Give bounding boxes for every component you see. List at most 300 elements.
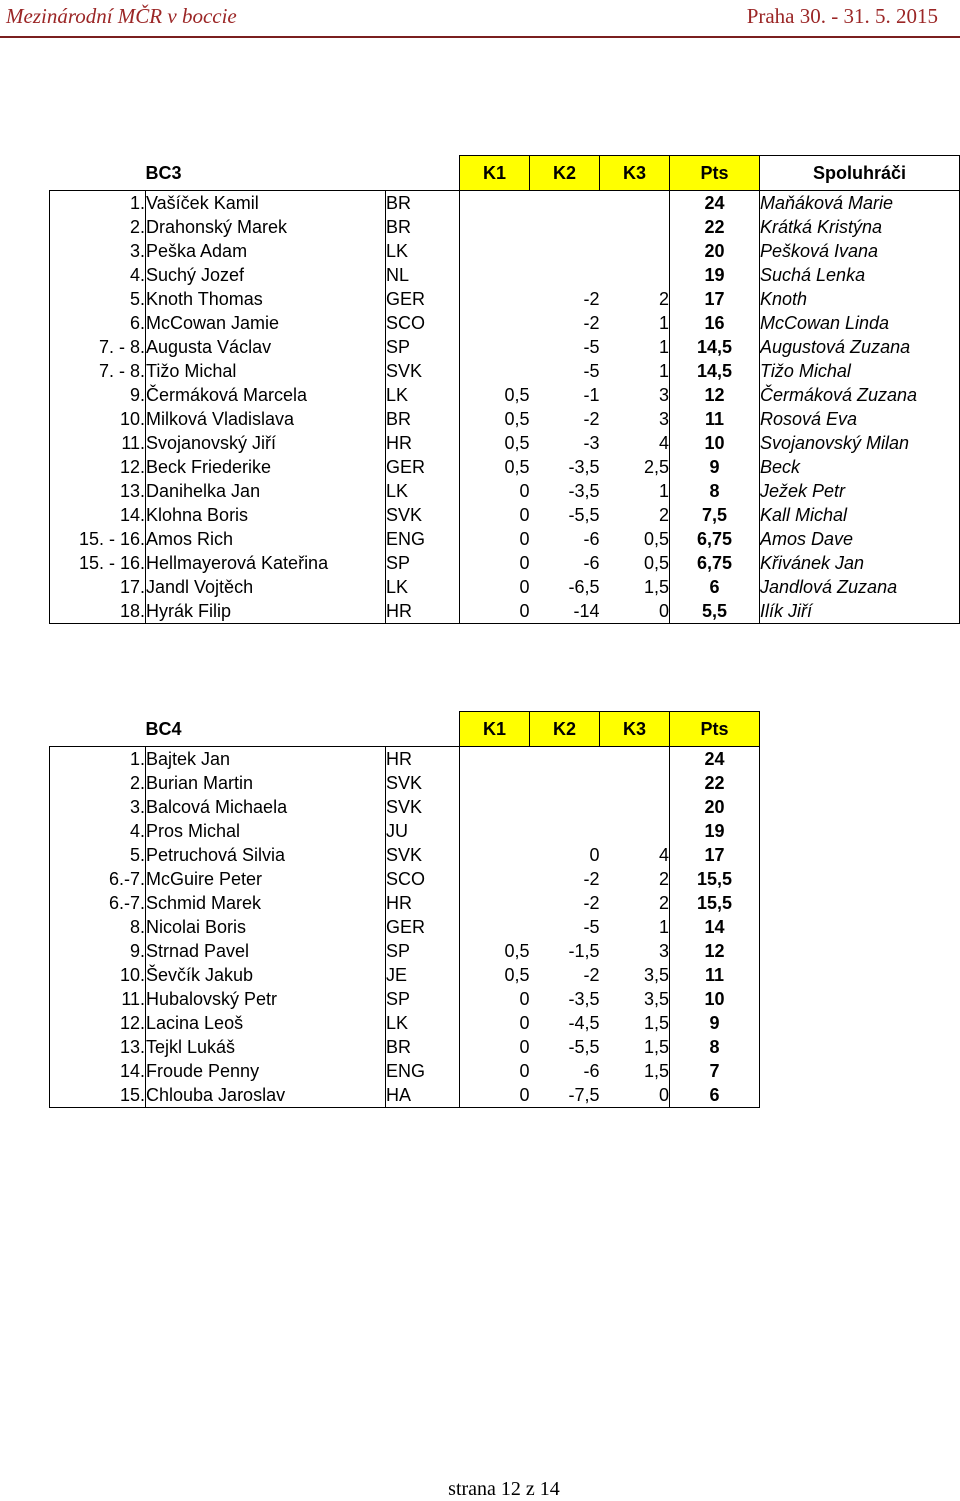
cell-k3: 3,5 [600,987,670,1011]
cell-k1 [460,819,530,843]
cell-rank: 18. [50,599,146,624]
cell-nat: SCO [386,311,460,335]
cell-pts: 15,5 [670,891,760,915]
cell-partner: Ježek Petr [760,479,960,503]
cell-name: Schmid Marek [146,891,386,915]
cell-rank: 4. [50,819,146,843]
cell-pts: 19 [670,819,760,843]
cell-pts: 11 [670,963,760,987]
cell-partner: Augustová Zuzana [760,335,960,359]
table-row [50,359,960,383]
cell-rank: 3. [50,795,146,819]
cell-k1: 0 [460,575,530,599]
cell-k1: 0 [460,987,530,1011]
cell-name: Petruchová Silvia [146,843,386,867]
cell-pts: 14,5 [670,359,760,383]
cell-nat: HA [386,1083,460,1108]
cell-k3 [600,747,670,772]
cell-nat: LK [386,383,460,407]
cell-name: Hubalovský Petr [146,987,386,1011]
cell-partner: Knoth [760,287,960,311]
cell-k3: 0,5 [600,527,670,551]
cell-k2: -1 [583,385,600,405]
bc3-rows [50,191,960,624]
cell-k2: -2 [583,869,600,889]
bc4-results-table [49,711,760,1108]
cell-k2: -6 [583,1061,600,1081]
cell-k2 [530,215,600,239]
cell-k2 [530,747,600,772]
cell-nat: ENG [386,1059,460,1083]
cell-pts: 5,5 [670,599,760,624]
cell-k1: 0,5 [460,963,530,987]
table-row [50,407,960,431]
cell-nat: HR [386,431,460,455]
cell-rank: 6.-7. [50,867,146,891]
cell-pts: 7,5 [670,503,760,527]
event-title: Mezinárodní MČR v boccie [6,4,237,28]
cell-k3 [600,795,670,819]
cell-pts: 6 [670,1083,760,1108]
cell-k2 [530,263,600,287]
cell-pts: 9 [670,455,760,479]
cell-nat: GER [386,455,460,479]
cell-rank: 11. [50,431,146,455]
cell-partner: Pešková Ivana [760,239,960,263]
cell-k3: 2 [600,503,670,527]
bc3-col-k1: K1 [460,156,530,191]
table-row [50,747,760,772]
cell-nat: SP [386,335,460,359]
cell-name: Suchý Jozef [146,263,386,287]
cell-k3: 1 [600,915,670,939]
cell-k3: 0,5 [600,551,670,575]
table-row [50,1059,760,1083]
cell-name: Vašíček Kamil [146,191,386,216]
bc4-header-row [50,712,760,747]
cell-pts: 20 [670,239,760,263]
cell-name: Amos Rich [146,527,386,551]
cell-k1 [460,335,530,359]
table-row [50,479,960,503]
cell-k2: -1,5 [568,941,600,961]
cell-k1: 0 [460,527,530,551]
cell-nat: SVK [386,795,460,819]
cell-pts: 10 [670,987,760,1011]
cell-pts: 17 [670,843,760,867]
cell-nat: SP [386,987,460,1011]
bc3-col-k2: K2 [530,156,600,191]
cell-rank: 3. [50,239,146,263]
cell-partner: Suchá Lenka [760,263,960,287]
page-header [0,0,960,36]
cell-name: Čermáková Marcela [146,383,386,407]
cell-k2: -2 [583,893,600,913]
cell-k2: -2 [583,313,600,333]
cell-nat: JE [386,963,460,987]
cell-k3: 0 [600,1083,670,1108]
cell-k2: -5,5 [568,505,600,525]
cell-name: Peška Adam [146,239,386,263]
table-row [50,575,960,599]
cell-rank: 12. [50,455,146,479]
cell-rank: 1. [50,191,146,216]
table-row [50,431,960,455]
cell-name: Ševčík Jakub [146,963,386,987]
cell-k3: 1 [600,311,670,335]
cell-k2: -5 [583,917,600,937]
cell-rank: 11. [50,987,146,1011]
cell-k1 [460,891,530,915]
cell-rank: 2. [50,215,146,239]
cell-rank: 2. [50,771,146,795]
cell-rank: 1. [50,747,146,772]
cell-rank: 10. [50,963,146,987]
cell-k3: 1,5 [600,1011,670,1035]
cell-rank: 7. - 8. [50,359,146,383]
cell-k2: -3,5 [568,481,600,501]
cell-pts: 11 [670,407,760,431]
cell-pts: 16 [670,311,760,335]
cell-partner: Kall Michal [760,503,960,527]
header-rule [0,36,960,38]
cell-k1 [460,359,530,383]
cell-name: Chlouba Jaroslav [146,1083,386,1108]
cell-k1: 0 [460,1035,530,1059]
cell-k1: 0,5 [460,383,530,407]
cell-k1: 0 [460,1083,530,1108]
cell-k1 [460,747,530,772]
table-row [50,819,760,843]
cell-pts: 15,5 [670,867,760,891]
bc3-class-title: BC3 [145,162,182,183]
cell-rank: 15. - 16. [50,527,146,551]
cell-rank: 7. - 8. [50,335,146,359]
cell-k2: -14 [530,599,600,624]
bc3-header-blank [386,156,460,191]
cell-pts: 12 [670,383,760,407]
cell-k2: -3,5 [568,457,600,477]
cell-nat: LK [386,575,460,599]
cell-k3: 2 [600,287,670,311]
cell-k2 [530,771,600,795]
cell-nat: LK [386,239,460,263]
cell-nat: BR [386,1035,460,1059]
cell-name: McCowan Jamie [146,311,386,335]
cell-pts: 24 [670,747,760,772]
cell-nat: SCO [386,867,460,891]
cell-k3: 2,5 [600,455,670,479]
cell-k1: 0,5 [460,939,530,963]
cell-pts: 14 [670,915,760,939]
page-number: strana 12 z 14 [448,1478,560,1500]
bc3-col-pts: Pts [670,156,760,191]
bc4-header-blank [386,712,460,747]
cell-name: Bajtek Jan [146,747,386,772]
cell-k1: 0 [460,479,530,503]
cell-k3: 3 [600,383,670,407]
cell-pts: 24 [670,191,760,216]
table-row [50,1035,760,1059]
bc4-class-title: BC4 [145,718,182,739]
cell-k3: 3 [600,407,670,431]
cell-partner: Tižo Michal [760,359,960,383]
cell-name: McGuire Peter [146,867,386,891]
cell-nat: SVK [386,359,460,383]
cell-pts: 6,75 [670,527,760,551]
bc3-results-table [49,155,960,624]
table-row [50,915,760,939]
cell-name: Augusta Václav [146,335,386,359]
cell-k3 [600,819,670,843]
cell-rank: 6.-7. [50,891,146,915]
cell-k3: 1,5 [600,575,670,599]
cell-name: Lacina Leoš [146,1011,386,1035]
cell-name: Strnad Pavel [146,939,386,963]
cell-rank: 17. [50,575,146,599]
bc4-header-blank [50,712,146,747]
cell-k3: 1,5 [600,1035,670,1059]
bc4-col-k3: K3 [600,712,670,747]
cell-partner: Beck [760,455,960,479]
cell-k2: -7,5 [530,1083,600,1108]
cell-name: Knoth Thomas [146,287,386,311]
event-place-date: Praha 30. - 31. 5. 2015 [746,4,938,28]
cell-name: Danihelka Jan [146,479,386,503]
cell-k3: 1 [600,359,670,383]
table-row [50,503,960,527]
cell-nat: JU [386,819,460,843]
cell-name: Hyrák Filip [146,599,386,624]
bc4-col-k2: K2 [530,712,600,747]
cell-k3 [600,771,670,795]
cell-nat: LK [386,1011,460,1035]
cell-name: Klohna Boris [146,503,386,527]
cell-name: Nicolai Boris [146,915,386,939]
cell-pts: 22 [670,771,760,795]
cell-rank: 6. [50,311,146,335]
table-row [50,527,960,551]
cell-k2: -2 [583,409,600,429]
cell-nat: BR [386,191,460,216]
cell-k2 [530,239,600,263]
cell-pts: 9 [670,1011,760,1035]
table-row [50,891,760,915]
cell-k2 [530,191,600,216]
cell-k2: -3,5 [568,989,600,1009]
cell-nat: NL [386,263,460,287]
cell-name: Jandl Vojtěch [146,575,386,599]
cell-rank: 8. [50,915,146,939]
table-row [50,963,760,987]
cell-k2: -6,5 [568,577,600,597]
cell-k3: 3,5 [600,963,670,987]
cell-pts: 19 [670,263,760,287]
cell-k1: 0 [460,503,530,527]
cell-k3 [600,239,670,263]
cell-name: Milková Vladislava [146,407,386,431]
table-row [50,1011,760,1035]
cell-name: Pros Michal [146,819,386,843]
cell-k3: 2 [600,867,670,891]
cell-k1 [460,795,530,819]
cell-k1: 0 [460,599,530,624]
cell-k1 [460,215,530,239]
cell-pts: 6 [670,575,760,599]
table-row [50,191,960,216]
cell-partner: Svojanovský Milan [760,431,960,455]
cell-name: Balcová Michaela [146,795,386,819]
cell-rank: 15. - 16. [50,551,146,575]
cell-nat: BR [386,407,460,431]
cell-pts: 6,75 [670,551,760,575]
bc4-rows [50,747,760,1108]
cell-k1: 0 [460,1011,530,1035]
cell-partner: Krátká Kristýna [760,215,960,239]
cell-nat: HR [386,891,460,915]
cell-rank: 12. [50,1011,146,1035]
table-row [50,551,960,575]
cell-k2 [530,819,600,843]
cell-nat: HR [386,747,460,772]
cell-pts: 12 [670,939,760,963]
cell-pts: 14,5 [670,335,760,359]
cell-k3: 4 [600,843,670,867]
cell-name: Hellmayerová Kateřina [146,551,386,575]
table-row [50,843,760,867]
cell-partner: Křivánek Jan [760,551,960,575]
table-row [50,287,960,311]
table-row [50,383,960,407]
cell-partner: Rosová Eva [760,407,960,431]
cell-name: Tižo Michal [146,359,386,383]
table-row [50,1083,760,1108]
cell-rank: 4. [50,263,146,287]
cell-nat: LK [386,479,460,503]
cell-partner: Maňáková Marie [760,191,960,216]
cell-pts: 17 [670,287,760,311]
cell-k2: -5,5 [568,1037,600,1057]
cell-k1: 0 [460,551,530,575]
cell-rank: 13. [50,479,146,503]
cell-rank: 5. [50,287,146,311]
cell-nat: SP [386,939,460,963]
cell-rank: 14. [50,503,146,527]
cell-k2: 0 [589,845,600,865]
cell-k1 [460,191,530,216]
cell-name: Svojanovský Jiří [146,431,386,455]
cell-k1 [460,311,530,335]
cell-nat: SP [386,551,460,575]
table-row [50,599,960,624]
cell-k2: -6 [583,553,600,573]
table-row [50,771,760,795]
cell-k2: -5 [583,361,600,381]
cell-k1: 0,5 [460,455,530,479]
bc4-col-k1: K1 [460,712,530,747]
table-row [50,939,760,963]
cell-k2 [530,795,600,819]
cell-pts: 10 [670,431,760,455]
cell-rank: 5. [50,843,146,867]
bc3-header-blank [50,156,146,191]
bc4-col-pts: Pts [670,712,760,747]
cell-partner: Ilík Jiří [760,599,960,624]
cell-k1: 0,5 [460,431,530,455]
bc3-col-partner: Spoluhráči [760,156,960,191]
table-row [50,263,960,287]
bc3-header-row [50,156,960,191]
cell-pts: 22 [670,215,760,239]
cell-k1 [460,287,530,311]
cell-pts: 20 [670,795,760,819]
cell-k2: -3 [583,433,600,453]
cell-partner: Jandlová Zuzana [760,575,960,599]
cell-rank: 10. [50,407,146,431]
cell-pts: 8 [670,1035,760,1059]
cell-rank: 9. [50,939,146,963]
cell-k3: 1 [600,335,670,359]
cell-nat: SVK [386,503,460,527]
cell-name: Tejkl Lukáš [146,1035,386,1059]
cell-k3 [600,215,670,239]
cell-nat: ENG [386,527,460,551]
cell-k2: -2 [583,289,600,309]
cell-rank: 15. [50,1083,146,1108]
cell-k3: 0 [600,599,670,624]
cell-k1 [460,771,530,795]
cell-k3 [600,191,670,216]
table-row [50,795,760,819]
table-row [50,867,760,891]
cell-name: Burian Martin [146,771,386,795]
table-row [50,335,960,359]
cell-name: Froude Penny [146,1059,386,1083]
cell-name: Drahonský Marek [146,215,386,239]
cell-k3: 4 [600,431,670,455]
cell-partner: McCowan Linda [760,311,960,335]
cell-k3: 1 [600,479,670,503]
cell-nat: GER [386,915,460,939]
cell-partner: Čermáková Zuzana [760,383,960,407]
cell-k3: 1,5 [600,1059,670,1083]
cell-k1: 0,5 [460,407,530,431]
cell-nat: HR [386,599,460,624]
cell-k1: 0 [460,1059,530,1083]
cell-rank: 9. [50,383,146,407]
table-row [50,215,960,239]
cell-k3 [600,263,670,287]
cell-partner: Amos Dave [760,527,960,551]
table-row [50,311,960,335]
cell-name: Beck Friederike [146,455,386,479]
cell-rank: 14. [50,1059,146,1083]
cell-k3: 3 [600,939,670,963]
cell-nat: GER [386,287,460,311]
cell-nat: BR [386,215,460,239]
cell-k1 [460,263,530,287]
cell-k2: -5 [583,337,600,357]
cell-k1 [460,843,530,867]
cell-nat: SVK [386,771,460,795]
cell-pts: 8 [670,479,760,503]
table-row [50,987,760,1011]
cell-k2: -6 [583,529,600,549]
bc3-col-k3: K3 [600,156,670,191]
cell-nat: SVK [386,843,460,867]
table-row [50,455,960,479]
cell-k1 [460,239,530,263]
